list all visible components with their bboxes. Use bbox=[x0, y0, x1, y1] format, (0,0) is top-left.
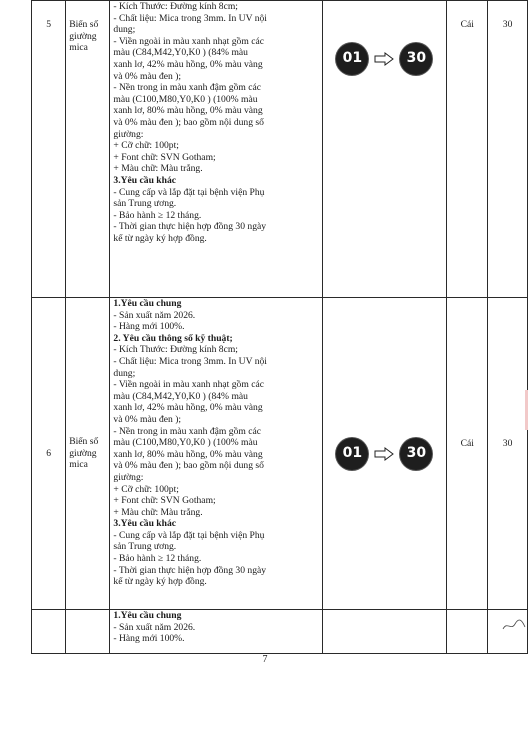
item-name: Biển số giường mica bbox=[66, 298, 110, 610]
item-name bbox=[66, 610, 110, 654]
spec-line: và 0% màu đen ); bbox=[113, 413, 182, 425]
table-row-6 bbox=[32, 298, 528, 610]
spec-line: - Bảo hành ≥ 12 tháng. bbox=[113, 209, 202, 221]
spec-line: kể từ ngày ký hợp đồng. bbox=[113, 576, 207, 588]
spec-heading: 3.Yêu cầu khác bbox=[113, 518, 177, 530]
number-circle-to: 30 bbox=[400, 43, 432, 75]
spec-line: + Cỡ chữ: 100pt; bbox=[113, 140, 179, 152]
bed-number-sample bbox=[323, 438, 447, 470]
item-name: Biển số giường mica bbox=[66, 1, 110, 298]
spec-line: sản Trung ương. bbox=[113, 541, 177, 553]
signature-mark-icon bbox=[502, 618, 526, 632]
spec-line: xanh lơ, 42% màu hồng, 0% màu vàng bbox=[113, 402, 263, 414]
page-number: 7 bbox=[262, 654, 268, 665]
spec-heading: 1.Yêu cầu chung bbox=[113, 610, 182, 621]
spec-lines bbox=[113, 298, 318, 588]
row-number: 6 bbox=[32, 298, 66, 610]
spec-cell bbox=[110, 1, 322, 298]
spec-line: - Nền trong in màu xanh đậm gồm các bbox=[113, 82, 261, 94]
spec-line: - Thời gian thực hiện hợp đồng 30 ngày bbox=[113, 221, 267, 233]
spec-line: - Kích Thước: Đường kính 8cm; bbox=[113, 1, 238, 12]
quantity-cell: 30 bbox=[488, 298, 528, 610]
number-circle-to: 30 bbox=[400, 438, 432, 470]
spec-line: - Kích Thước: Đường kính 8cm; bbox=[113, 344, 238, 356]
spec-line: - Nền trong in màu xanh đậm gồm các bbox=[113, 425, 261, 437]
quantity-cell: 30 bbox=[488, 1, 528, 298]
spec-line: màu (C84,M42,Y0,K0 ) (84% màu bbox=[113, 390, 248, 402]
table-row-next bbox=[32, 610, 528, 654]
bed-number-sample bbox=[323, 43, 447, 75]
image-cell bbox=[322, 610, 447, 654]
row-number bbox=[32, 610, 66, 654]
spec-table bbox=[31, 0, 528, 654]
spec-line: - Chất liệu: Mica trong 3mm. In UV nội bbox=[113, 12, 267, 24]
unit-cell: Cái bbox=[447, 1, 488, 298]
spec-line: giường: bbox=[113, 128, 144, 140]
number-circle-from: 01 bbox=[336, 43, 368, 75]
unit-cell bbox=[447, 610, 488, 654]
spec-line: - Viền ngoài in màu xanh nhạt gồm các bbox=[113, 35, 264, 47]
spec-line: + Màu chữ: Màu trắng. bbox=[113, 506, 203, 518]
spec-line: - Thời gian thực hiện hợp đồng 30 ngày bbox=[113, 564, 267, 576]
table-row-5 bbox=[32, 1, 528, 298]
spec-line: sản Trung ương. bbox=[113, 198, 177, 210]
spec-line: màu (C100,M80,Y0,K0 ) (100% màu bbox=[113, 437, 258, 449]
spec-line: - Chất liệu: Mica trong 3mm. In UV nội bbox=[113, 355, 267, 367]
unit-cell: Cái bbox=[447, 298, 488, 610]
spec-line: giường: bbox=[113, 471, 144, 483]
spec-line: + Cỡ chữ: 100pt; bbox=[113, 483, 179, 495]
spec-heading: 3.Yêu cầu khác bbox=[113, 174, 177, 186]
spec-lines bbox=[113, 1, 318, 244]
spec-line: kể từ ngày ký hợp đồng. bbox=[113, 232, 207, 244]
number-circle-from: 01 bbox=[336, 438, 368, 470]
spec-line: và 0% màu đen ); bbox=[113, 70, 182, 82]
spec-line: màu (C84,M42,Y0,K0 ) (84% màu bbox=[113, 47, 248, 59]
scan-edge-mark bbox=[525, 390, 528, 430]
spec-line: - Sản xuất năm 2026. bbox=[113, 309, 196, 321]
spec-line: xanh lơ, 80% màu hồng, 0% màu vàng bbox=[113, 448, 263, 460]
spec-line: - Cung cấp và lắp đặt tại bệnh viện Phụ bbox=[113, 186, 265, 198]
spec-line: dung; bbox=[113, 367, 136, 379]
spec-line: - Hàng mới 100%. bbox=[113, 321, 185, 333]
outline-right-arrow-icon bbox=[374, 52, 394, 66]
spec-line: - Bảo hành ≥ 12 tháng. bbox=[113, 553, 202, 565]
spec-line: + Màu chữ: Màu trắng. bbox=[113, 163, 203, 175]
image-cell bbox=[322, 1, 447, 298]
spec-line: - Cung cấp và lắp đặt tại bệnh viện Phụ bbox=[113, 529, 265, 541]
spec-line: xanh lơ, 80% màu hồng, 0% màu vàng bbox=[113, 105, 263, 117]
spec-heading: 2. Yêu cầu thông số kỹ thuật; bbox=[113, 332, 233, 344]
spec-line: dung; bbox=[113, 24, 136, 36]
spec-cell bbox=[110, 610, 322, 654]
spec-line: và 0% màu đen ); bao gồm nội dung số bbox=[113, 116, 264, 128]
spec-line: màu (C100,M80,Y0,K0 ) (100% màu bbox=[113, 93, 258, 105]
spec-cell bbox=[110, 298, 322, 610]
spec-line: - Viền ngoài in màu xanh nhạt gồm các bbox=[113, 379, 264, 391]
image-cell bbox=[322, 298, 447, 610]
spec-lines bbox=[113, 610, 318, 645]
spec-line: + Font chữ: SVN Gotham; bbox=[113, 151, 216, 163]
spec-line: + Font chữ: SVN Gotham; bbox=[113, 495, 216, 507]
spec-line: - Hàng mới 100%. bbox=[113, 633, 185, 645]
row-number: 5 bbox=[32, 1, 66, 298]
spec-heading: 1.Yêu cầu chung bbox=[113, 298, 182, 309]
outline-right-arrow-icon bbox=[374, 447, 394, 461]
spec-line: - Sản xuất năm 2026. bbox=[113, 621, 196, 633]
spec-line: và 0% màu đen ); bao gồm nội dung số bbox=[113, 460, 264, 472]
spec-line: xanh lơ, 42% màu hồng, 0% màu vàng bbox=[113, 58, 263, 70]
